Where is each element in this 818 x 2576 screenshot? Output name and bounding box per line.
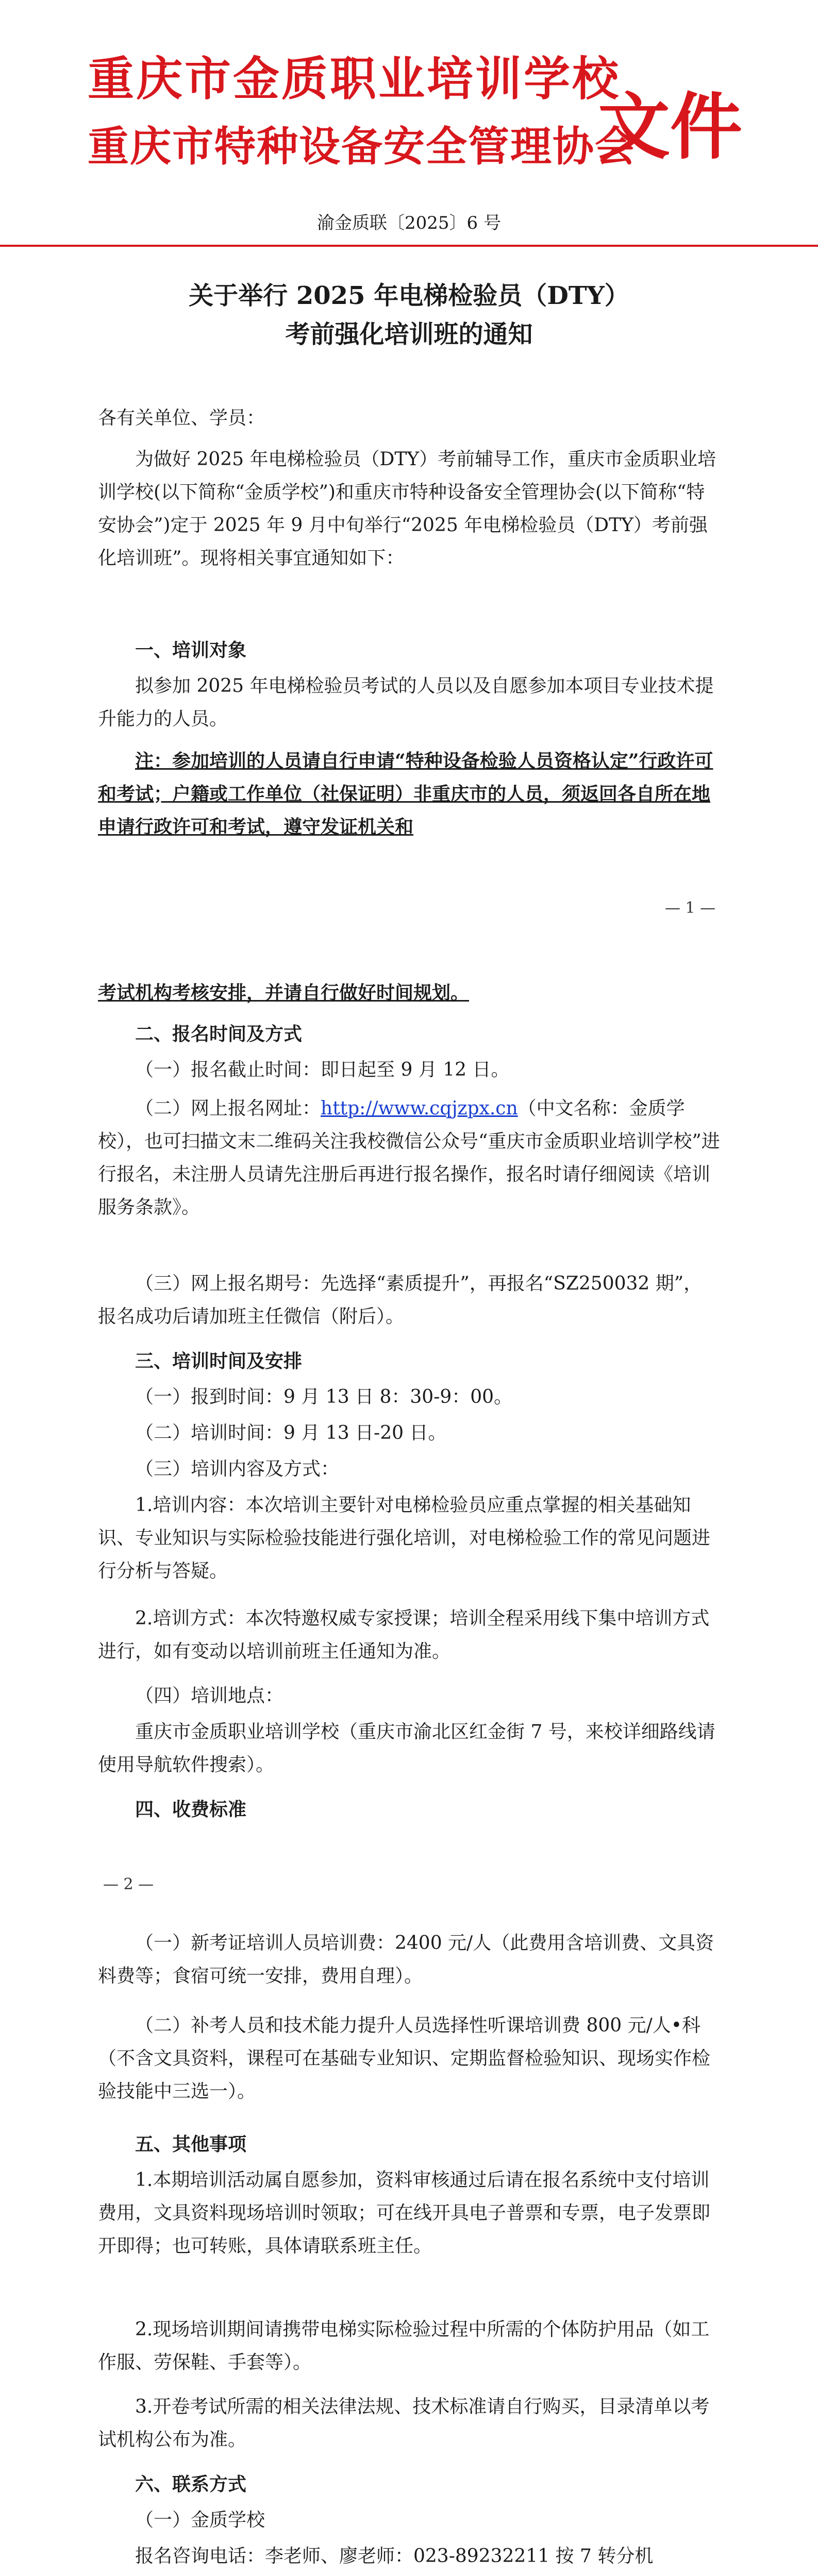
header-red-rule <box>0 245 818 247</box>
section-5-item-3: 3.开卷考试所需的相关法律法规、技术标准请自行购买，目录清单以考试机构公布为准。 <box>98 2396 710 2450</box>
section-1-heading: 一、培训对象 <box>135 639 247 661</box>
doc-type-label: 文件 <box>598 85 743 170</box>
page-number-1: — 1 — <box>665 899 716 917</box>
section-2-heading: 二、报名时间及方式 <box>135 1023 303 1045</box>
section-3-item-4: （四）培训地点： <box>135 1685 284 1706</box>
org-name-1: 重庆市金质职业培训学校 <box>88 52 621 106</box>
section-2-item-3: （三）网上报名期号：先选择“素质提升”，再报名“SZ250032 期”，报名成功后请加班主任微信（附后）。 <box>98 1273 703 1327</box>
section-6-sub-1: （一）金质学校 <box>135 2510 265 2531</box>
section-5-heading: 五、其他事项 <box>135 2133 247 2155</box>
section-4-item-2: （二）补考人员和技术能力提升人员选择性听课培训费 800 元/人•科（不含文具资料，课程可在基础专业知识、定期监督检验知识、现场实作检验技能中三选一）。 <box>98 2015 711 2102</box>
page-number-2: — 2 — <box>103 1875 154 1893</box>
section-3-item-3: （三）培训内容及方式： <box>135 1459 340 1480</box>
section-4-item-1: （一）新考证培训人员培训费：2400 元/人（此费用含培训费、文具资料费等；食宿可统一安排，费用自理）。 <box>98 1933 714 1987</box>
doc-title-line1: 关于举行 2025 年电梯检验员（DTY） <box>189 281 629 310</box>
section-2-item-1: （一）报名截止时间：即日起至 9 月 12 日。 <box>135 1059 510 1080</box>
section-1-note-cont: 考试机构考核安排，并请自行做好时间规划。 <box>98 982 470 1004</box>
section-2-item-2 <box>98 1092 720 1224</box>
section-6-heading: 六、联系方式 <box>135 2473 247 2495</box>
registration-link[interactable]: http://www.cqjzpx.cn <box>321 1098 518 1119</box>
intro-paragraph: 为做好 2025 年电梯检验员（DTY）考前辅导工作，重庆市金质职业培训学校(以下简称“金质学校”)和重庆市特种设备安全管理协会(以下简称“特安协会”)定于 2025 年 9 月中旬举行“2025 年电梯检验员（DTY）考前强化培训班”。现将相关事宜通知如下： <box>98 449 716 569</box>
section-3-content-2: 2.培训方式：本次特邀权威专家授课；培训全程采用线下集中培训方式进行，如有变动以培训前班主任通知为准。 <box>98 1608 710 1662</box>
section-2-item-2-text: （中文名称：金质学校），也可扫描文末二维码关注我校微信公众号“重庆市金质职业培训学校”进行报名，未注册人员请先注册后再进行报名操作，报名时请仔细阅读《培训服务条款》。 <box>98 1098 720 1218</box>
section-1-note: 注：参加培训的人员请自行申请“特种设备检验人员资格认定”行政许可和考试；户籍或工作单位（社保证明）非重庆市的人员，须返回各自所在地申请行政许可和考试，遵守发证机关和 <box>98 750 713 838</box>
section-5-item-1: 1.本期培训活动属自愿参加，资料审核通过后请在报名系统中支付培训费用，文具资料现场培训时领取；可在线开具电子普票和专票，电子发票即开即得；也可转账，具体请联系班主任。 <box>98 2170 711 2257</box>
section-6-line-1: 报名咨询电话：李老师、廖老师：023-89232211 按 7 转分机 <box>135 2546 654 2567</box>
section-4-heading: 四、收费标准 <box>135 1799 247 1820</box>
section-3-item-1: （一）报到时间：9 月 13 日 8：30-9：00。 <box>135 1386 513 1408</box>
doc-number: 渝金质联〔2025〕6 号 <box>317 213 501 233</box>
org-name-2: 重庆市特种设备安全管理协会 <box>88 122 637 171</box>
section-2-item-2-prefix: （二）网上报名网址： <box>135 1098 321 1119</box>
section-3-place: 重庆市金质职业培训学校（重庆市渝北区红金街 7 号，来校详细路线请使用导航软件搜索）。 <box>98 1721 715 1775</box>
section-5-item-2: 2.现场培训期间请携带电梯实际检验过程中所需的个体防护用品（如工作服、劳保鞋、手套等）。 <box>98 2319 710 2373</box>
section-3-item-2: （二）培训时间：9 月 13 日-20 日。 <box>135 1422 447 1444</box>
section-3-content-1: 1.培训内容：本次培训主要针对电梯检验员应重点掌握的相关基础知识、专业知识与实际检验技能进行强化培训，对电梯检验工作的常见问题进行分析与答疑。 <box>98 1495 711 1582</box>
section-1-body: 拟参加 2025 年电梯检验员考试的人员以及自愿参加本项目专业技术提升能力的人员。 <box>98 675 714 730</box>
doc-title-line2: 考前强化培训班的通知 <box>285 320 533 349</box>
salutation: 各有关单位、学员： <box>98 408 265 429</box>
section-3-heading: 三、培训时间及安排 <box>135 1350 303 1372</box>
